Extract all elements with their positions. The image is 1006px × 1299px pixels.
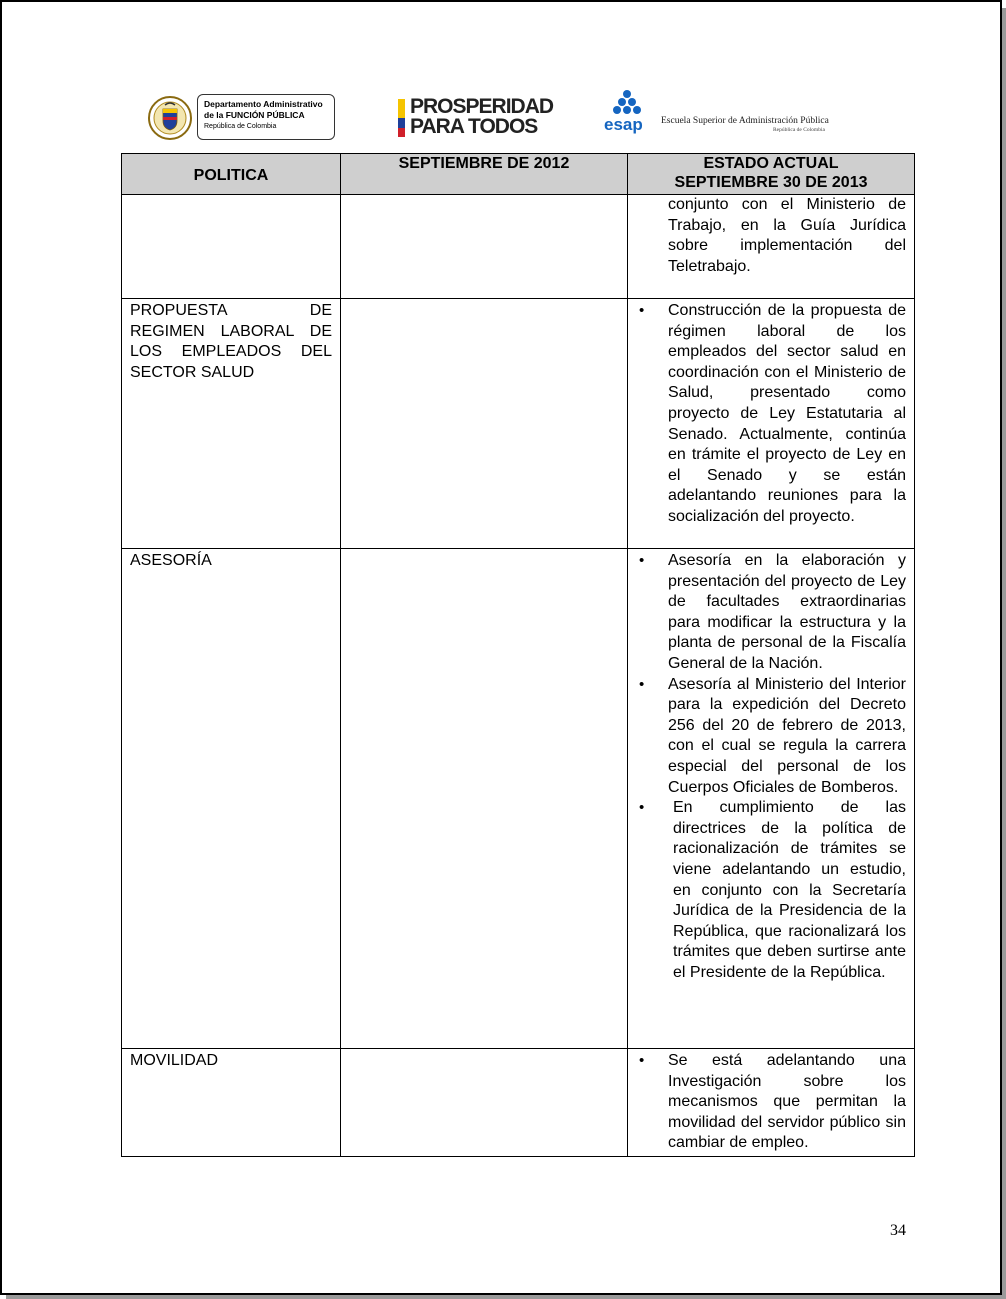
header-politica [122, 154, 341, 195]
dafp-text-box [197, 94, 335, 140]
dafp-line3: República de Colombia [204, 123, 277, 130]
septiembre-cell [341, 195, 628, 299]
estado-cell [628, 549, 915, 1049]
header-estado-line2: SEPTIEMBRE 30 DE 2013 [674, 174, 868, 191]
list-item: • Construcción de la propuesta de régimen laboral de los empleados del sector salud en coordinación con el Ministerio de Salud, presentado como proyecto de Ley Estatutaria al Senado. Actualmente, continúa en trámite el proyecto de Ley en el Senado y se están adelantando reuniones para la socialización del proyecto. [628, 301, 914, 528]
table-row [122, 195, 915, 299]
table-row [122, 549, 915, 1049]
list-item: • En cumplimiento de las directrices de la política de racionalización de trámites se viene adelantando un estudio, en conjunto con la Secretaría Jurídica de la Presidencia de la República, que racionalizará los trámites que deben surtirse ante el Presidente de la República. [628, 798, 914, 983]
esap-pyramid-icon [603, 88, 658, 134]
prosperidad-text [410, 97, 553, 137]
list-item: • Asesoría en la elaboración y presentación del proyecto de Ley de facultades extraordinarias para modificar la estructura y la planta de personal de la Fiscalía General de la Nación. [628, 551, 914, 675]
esap-logo [603, 88, 838, 138]
policy-table [121, 153, 915, 1157]
estado-list [628, 195, 914, 277]
table-row [122, 299, 915, 549]
dafp-line2 [204, 110, 328, 121]
dafp-line2-text: de la FUNCIÓN PÚBLICA [204, 110, 305, 120]
colombia-seal-icon [147, 93, 193, 143]
header-estado [628, 154, 915, 195]
prosperidad-line1: PROSPERIDAD [410, 95, 554, 118]
septiembre-cell [341, 299, 628, 549]
politica-cell [122, 195, 341, 299]
header-estado-line1: ESTADO ACTUAL [703, 155, 839, 172]
estado-cell [628, 299, 915, 549]
table-row [122, 1049, 915, 1157]
politica-cell: MOVILIDAD [122, 1049, 341, 1157]
esap-name: Escuela Superior de Administración Pública [661, 116, 829, 126]
septiembre-cell [341, 1049, 628, 1157]
estado-cell [628, 195, 915, 299]
estado-list [628, 1049, 914, 1154]
septiembre-cell [341, 549, 628, 1049]
esap-subtitle: República de Colombia [773, 127, 825, 133]
prosperidad-line2: PARA TODOS [410, 115, 538, 138]
list-item: • Se está adelantando una Investigación sobre los mecanismos que permitan la movilidad del servidor público sin cambiar de empleo. [628, 1051, 914, 1154]
esap-wordmark: esap [604, 115, 643, 134]
list-item: conjunto con el Ministerio de Trabajo, en la Guía Jurídica sobre implementación del Teletrabajo. [668, 196, 906, 275]
table-header-row [122, 154, 915, 195]
politica-cell: PROPUESTA DE REGIMEN LABORAL DE LOS EMPLEADOS DEL SECTOR SALUD [122, 299, 341, 549]
estado-cell [628, 1049, 915, 1157]
header-septiembre [341, 154, 628, 195]
page-shadow [6, 1295, 1006, 1299]
page-number: 34 [890, 1222, 906, 1239]
politica-cell: ASESORÍA [122, 549, 341, 1049]
header-politica-text: POLITICA [193, 166, 269, 184]
dafp-logo [147, 93, 337, 143]
flag-bar-icon [398, 99, 405, 137]
estado-list [628, 299, 914, 528]
header-septiembre-text: SEPTIEMBRE DE 2012 [398, 155, 570, 172]
list-item: • Asesoría al Ministerio del Interior para la expedición del Decreto 256 del 20 de febrero de 2013, con el cual se regula la carrera especial del personal de los Cuerpos Oficiales de Bomberos. [628, 675, 914, 799]
dafp-line1: Departamento Administrativo [204, 99, 323, 109]
prosperidad-logo [398, 97, 558, 139]
estado-list [628, 549, 914, 983]
